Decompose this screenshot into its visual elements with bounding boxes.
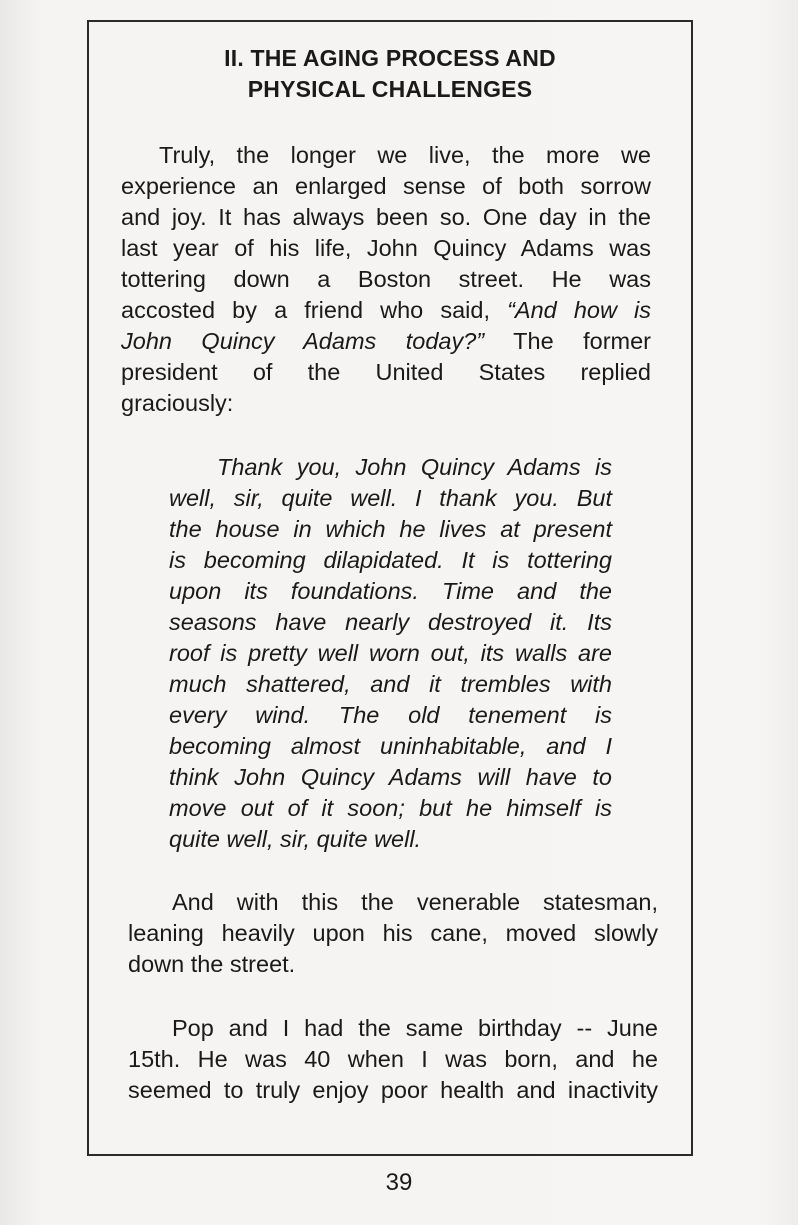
quote-line: think John Quincy Adams will have to	[169, 764, 612, 790]
quote-line: upon its foundations. Time and the	[169, 578, 612, 604]
paragraph-birthday	[128, 1013, 658, 1106]
quote-line: seasons have nearly destroyed it. Its	[169, 609, 612, 635]
paragraph-line: And with this the venerable statesman,	[172, 889, 658, 915]
quote-line: quite well, sir, quite well.	[169, 826, 422, 852]
quote-line: is becoming dilapidated. It is tottering	[169, 547, 612, 573]
block-quote	[169, 452, 612, 855]
quote-line: the house in which he lives at present	[169, 516, 612, 542]
paragraph-line	[121, 295, 651, 326]
paragraph-line: Pop and I had the same birthday -- June	[172, 1015, 658, 1041]
paragraph-statesman	[128, 887, 658, 980]
paragraph-line-text: accosted by a friend who said,	[121, 297, 490, 323]
paragraph-line: last year of his life, John Quincy Adams was	[121, 235, 651, 261]
paragraph-line: 15th. He was 40 when I was born, and he	[128, 1046, 658, 1072]
paragraph-line: graciously:	[121, 390, 234, 416]
quoted-greeting: “And how is	[507, 297, 651, 323]
paragraph-line: president of the United States replied	[121, 359, 651, 385]
quote-line: Thank you, John Quincy Adams is	[217, 454, 612, 480]
quote-line: well, sir, quite well. I thank you. But	[169, 485, 612, 511]
page-number: 39	[385, 1169, 413, 1196]
quoted-greeting: John Quincy Adams today?”	[121, 328, 485, 354]
paragraph-line: leaning heavily upon his cane, moved slowly	[128, 920, 658, 946]
quote-line: much shattered, and it trembles with	[169, 671, 612, 697]
paragraph-line: Truly, the longer we live, the more we	[159, 142, 651, 168]
section-heading-line-2: PHYSICAL CHALLENGES	[247, 76, 533, 102]
quote-line: move out of it soon; but he himself is	[169, 795, 612, 821]
section-heading	[87, 43, 693, 105]
paragraph-intro	[121, 140, 651, 419]
section-heading-line-1: II. THE AGING PROCESS AND	[224, 45, 556, 71]
paragraph-line-text: The former	[513, 328, 651, 354]
paragraph-line: tottering down a Boston street. He was	[121, 266, 651, 292]
paragraph-line: experience an enlarged sense of both sorrow	[121, 173, 651, 199]
quote-line: every wind. The old tenement is	[169, 702, 612, 728]
paragraph-line: down the street.	[128, 951, 296, 977]
quote-line: becoming almost uninhabitable, and I	[169, 733, 612, 759]
quote-line: roof is pretty well worn out, its walls are	[169, 640, 612, 666]
paragraph-line: seemed to truly enjoy poor health and inactivity	[128, 1077, 658, 1103]
paragraph-line	[121, 326, 651, 357]
paragraph-line: and joy. It has always been so. One day in the	[121, 204, 651, 230]
